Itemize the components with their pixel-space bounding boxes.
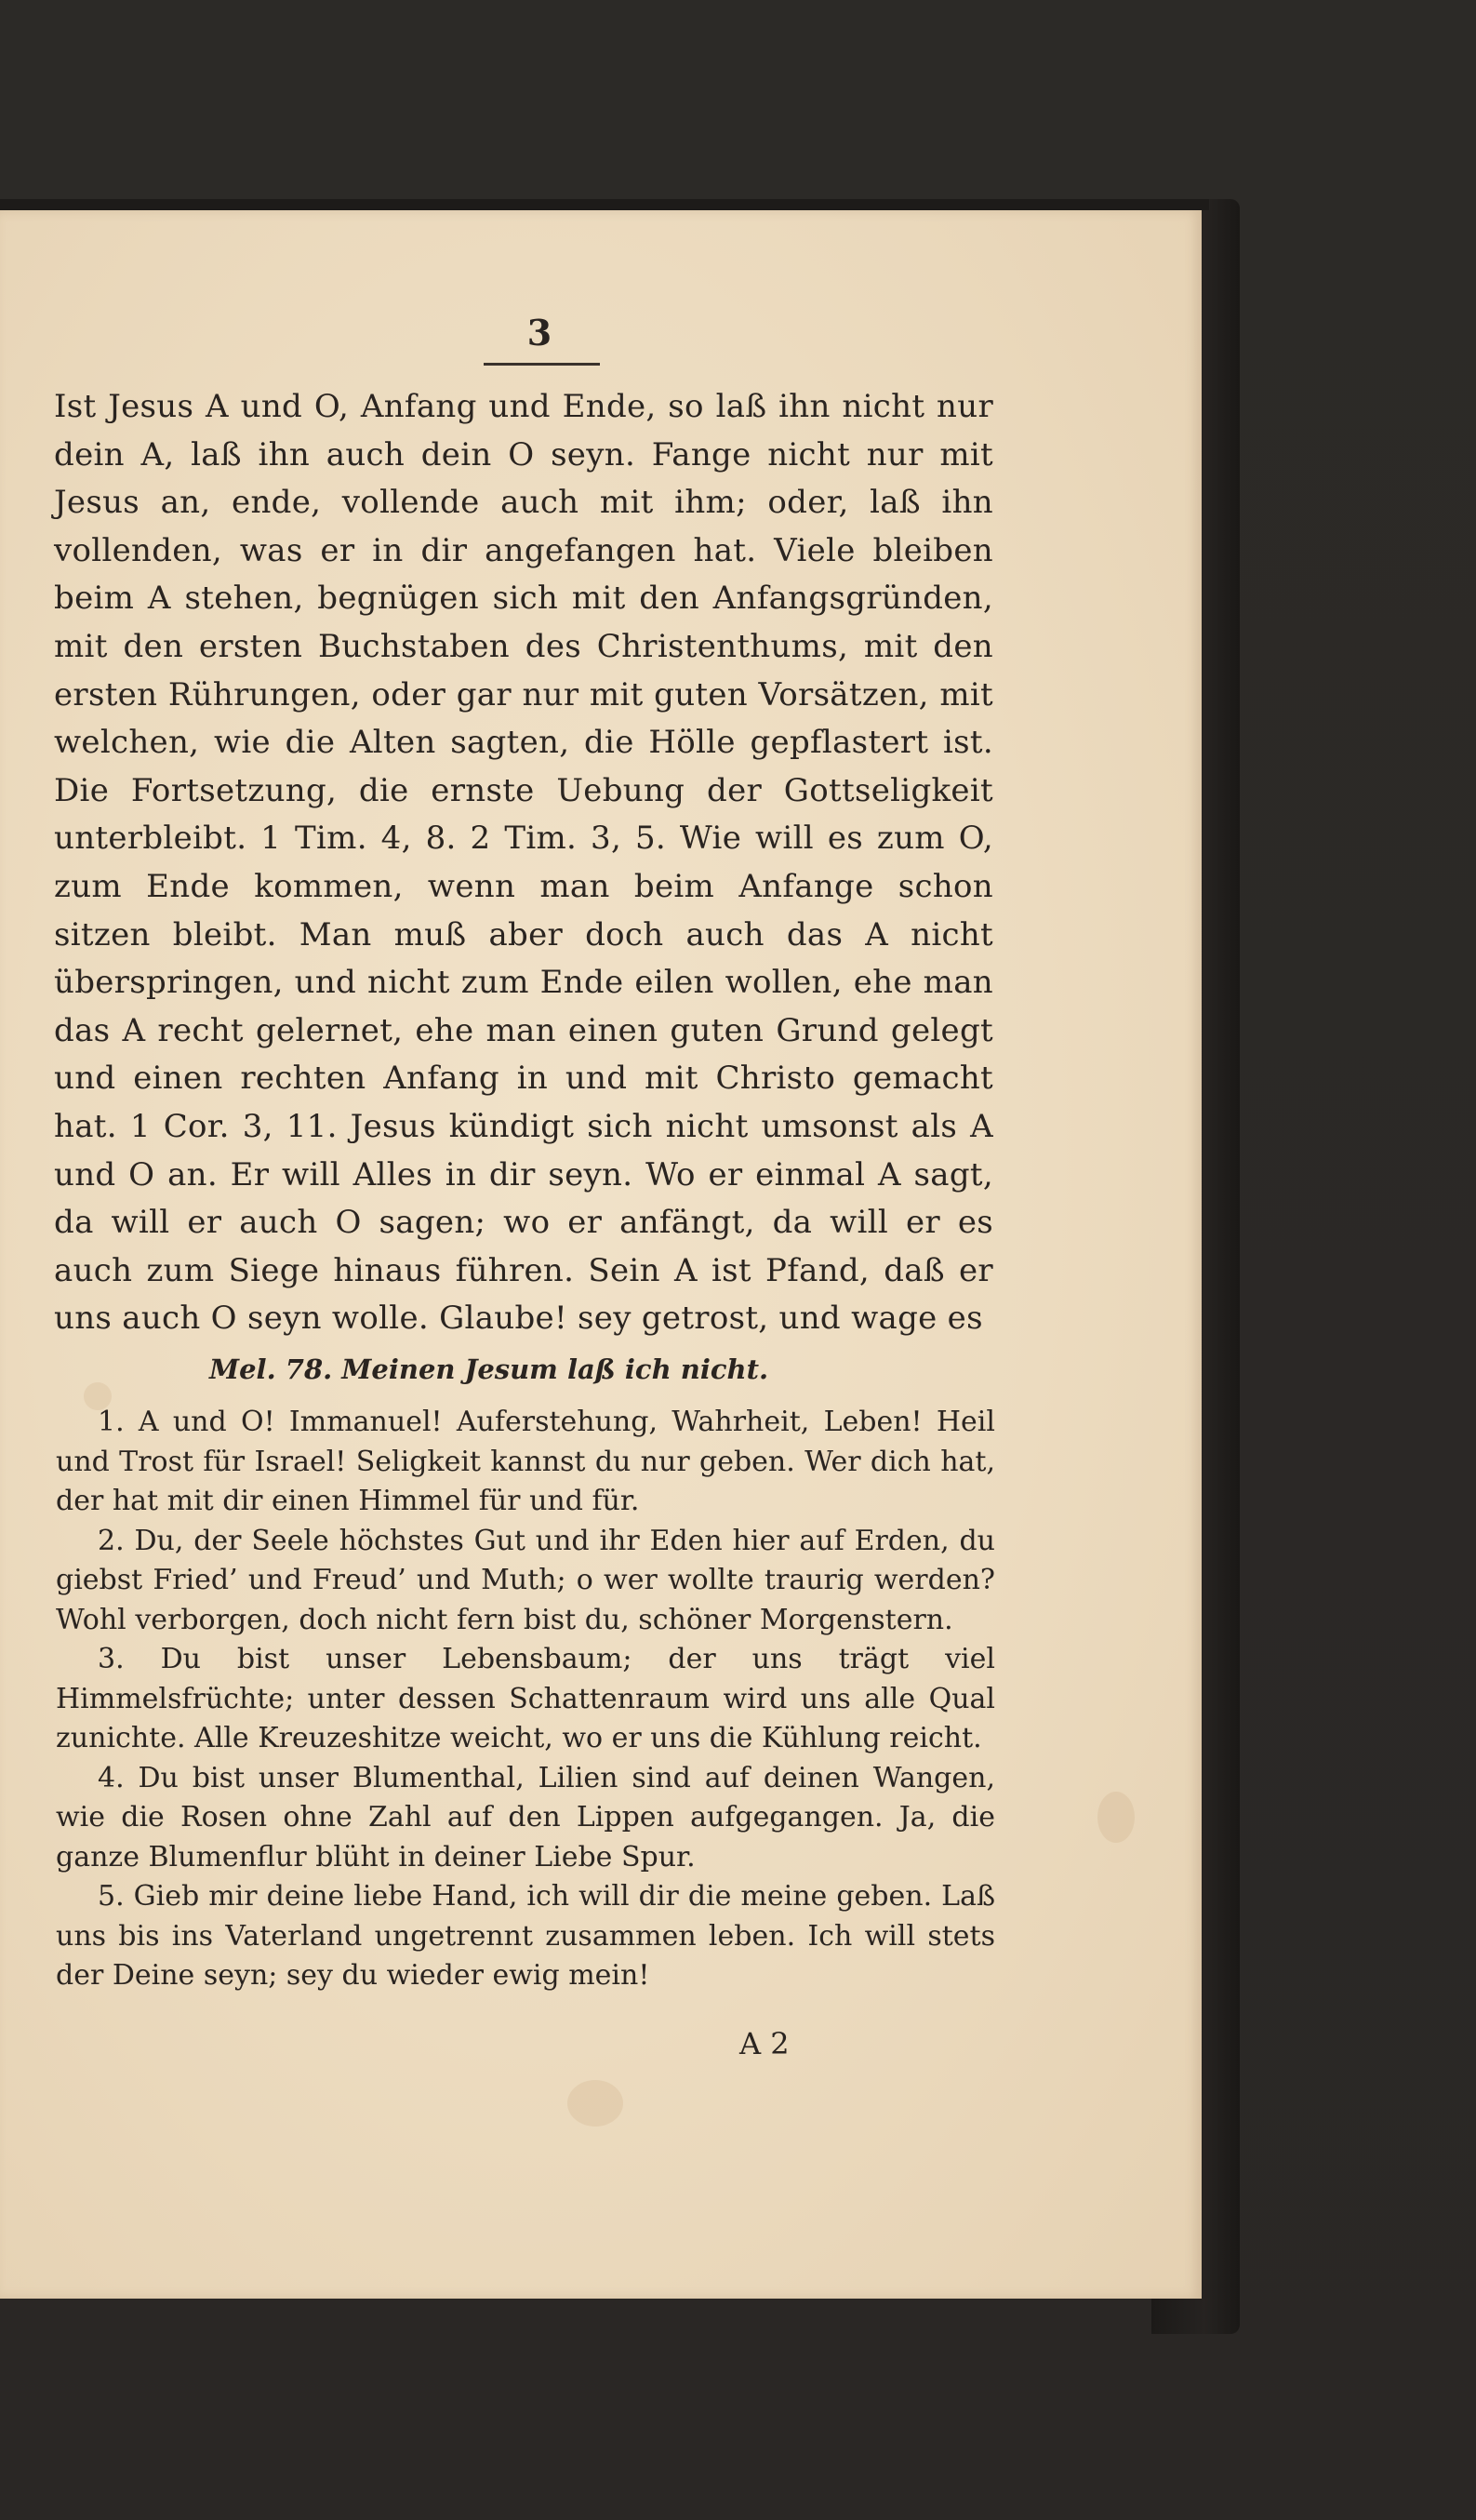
body-paragraph: Ist Jesus A und O, Anfang und Ende, so laß ihn nicht nur dein A, laß ihn auch dein O seyn. Fange nicht nur mit Jesus an, ende, vollende auch mit ihm; oder, laß ihn vollenden, was er in dir angefangen hat. Viele bleiben beim A stehen, begnügen sich mit den Anfangsgründen, mit den ersten Buchstaben des Christenthums, mit den ersten Rührungen, oder gar nur mit guten Vorsätzen, mit welchen, wie die Alten sagten, die Hölle gepflastert ist. Die Fortsetzung, die ernste Uebung der Gottseligkeit unterbleibt. 1 Tim. 4, 8. 2 Tim. 3, 5. Wie will es zum O, zum Ende kommen, wenn man beim Anfange schon sitzen bleibt. Man muß aber doch auch das A nicht überspringen, und nicht zum Ende eilen wollen, ehe man das A recht gelernet, ehe man einen guten Grund gelegt und einen rechten Anfang in und mit Christo gemacht hat. 1 Cor. 3, 11. Jesus kündigt sich nicht umsonst als A und O an. Er will Alles in dir seyn. Wo er einmal A sagt, da will er auch O sagen; wo er anfängt, da will er es auch zum Siege hinaus führen. Sein A ist Pfand, daß er uns auch O seyn wolle. Glaube! sey getrost, und wage es: [54, 388, 993, 1338]
hymn-melody-heading: Mel. 78. Meinen Jesum laß ich nicht.: [209, 1353, 769, 1385]
paper-stain: [567, 2080, 623, 2127]
hymn-verse: 2. Du, der Seele höchstes Gut und ihr Eden hier auf Erden, du giebst Fried’ und Freud’ und Muth; o wer wollte traurig werden? Wohl verborgen, doch nicht fern bist du, schöner Morgenstern.: [56, 1524, 995, 1636]
catchword: A 2: [739, 2026, 790, 2061]
book-cover-top: [0, 199, 1209, 210]
page-number: 3: [526, 312, 552, 353]
paper-stain: [1097, 1792, 1135, 1843]
header-rule: [484, 363, 600, 366]
hymn-verse: 5. Gieb mir deine liebe Hand, ich will dir die meine geben. Laß uns bis ins Vaterland ungetrennt zusammen leben. Ich will stets der Deine seyn; sey du wieder ewig mein!: [56, 1880, 995, 1992]
hymn-verse: 1. A und O! Immanuel! Auferstehung, Wahrheit, Leben! Heil und Trost für Israel! Seligkeit kannst du nur geben. Wer dich hat, der hat mit dir einen Himmel für und für.: [56, 1406, 995, 1517]
hymn-verses: [56, 1403, 995, 1996]
hymn-verse: 3. Du bist unser Lebensbaum; der uns trägt viel Himmelsfrüchte; unter dessen Schattenraum wird uns alle Qual zunichte. Alle Kreuzeshitze weicht, wo er uns die Kühlung reicht.: [56, 1643, 995, 1754]
hymn-verse: 4. Du bist unser Blumenthal, Lilien sind auf deinen Wangen, wie die Rosen ohne Zahl auf den Lippen aufgegangen. Ja, die ganze Blumenflur blüht in deiner Liebe Spur.: [56, 1761, 995, 1873]
